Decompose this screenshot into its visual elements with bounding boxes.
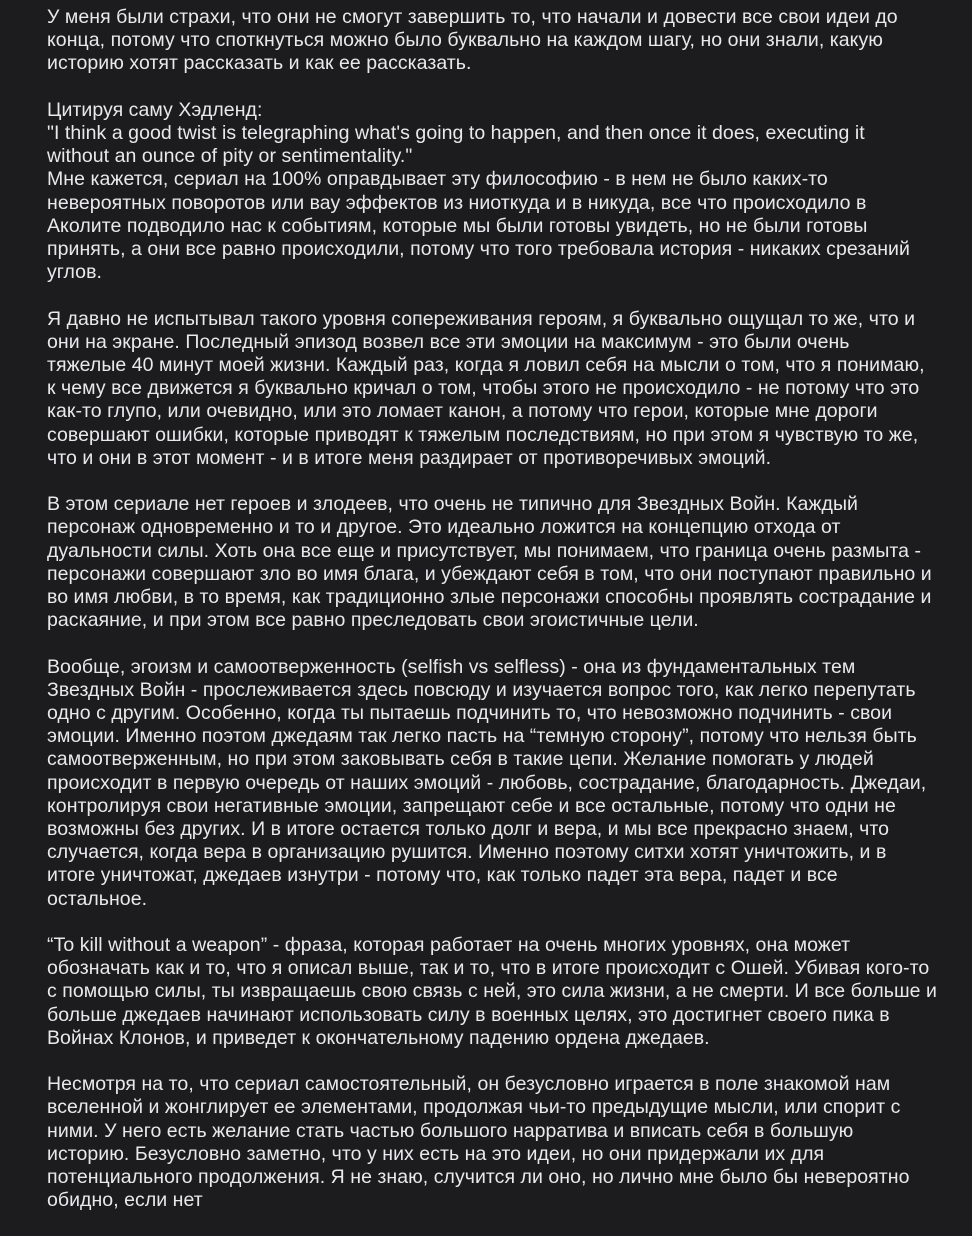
text-line: Я давно не испытывал такого уровня сопереживания героям, я буквально ощущал то же, что и [47, 307, 916, 330]
text-line: персонаж одновременно и то и другое. Это идеально ложится на концепцию отхода от [47, 516, 841, 539]
text-line: “To kill without a weapon” - фраза, которая работает на очень многих уровнях, она может [47, 934, 851, 957]
text-line: Войнах Клонов, и приведет к окончательному падению ордена джедаев. [47, 1026, 710, 1049]
text-line: конца, потому что споткнуться можно было буквально на каждом шагу, но они знали, какую [47, 29, 883, 52]
text-line: обозначать как и то, что я описал выше, так и то, что в итоге происходит с Ошей. Убивая кого-то [47, 957, 930, 980]
text-line: историю хотят рассказать и как ее рассказать. [47, 52, 472, 75]
text-line: раскаяние, и при этом все равно преследовать свои эгоистичные цели. [47, 609, 699, 632]
text-line: Цитируя саму Хэдленд: [47, 98, 263, 121]
text-line: итоге уничтожат, джедаев изнутри - потому что, как только падет эта вера, падет и все [47, 864, 838, 887]
text-line: во имя любви, в то время, как традиционно злые персонажи способны проявлять сострадание и [47, 586, 932, 609]
paragraph-quote [47, 99, 947, 285]
text-line: случается, когда вера в организацию рушится. Именно поэтому ситхи хотят уничтожить, и в [47, 841, 887, 864]
text-line: обидно, если нет [47, 1189, 203, 1212]
paragraph-fears [47, 6, 947, 76]
text-line: персонажи совершают зло во имя блага, и убеждают себя в том, что они поступают правильно и [47, 562, 932, 585]
text-line: к чему все движется я буквально кричал о том, чтобы этого не происходило - не потому что это [47, 377, 920, 400]
text-line: самоотверженным, но при этом заковывать себя в такие цепи. Желание помогать у людей [47, 748, 874, 771]
paragraph-heroes-villains [47, 493, 947, 632]
text-line: тяжелые 40 минут моей жизни. Каждый раз, когда я ловил себя на мысли о том, что я понимаю, [47, 354, 925, 377]
text-line: углов. [47, 261, 102, 284]
text-line: Звездных Войн - прослеживается здесь повсюду и изучается вопрос того, как легко перепутать [47, 678, 916, 701]
paragraph-selfish-selfless [47, 656, 947, 911]
text-line: контролируя свои негативные эмоции, запрещают себе и все остальные, потому что одни не [47, 794, 896, 817]
text-line: что и они в этот момент - и в итоге меня раздирает от противоречивых эмоций. [47, 446, 772, 469]
text-line: возможны без других. И в итоге остается только долг и вера, и мы все прекрасно знаем, что [47, 818, 890, 841]
text-line: Аколите подводило нас к событиям, которые мы были готовы увидеть, но не были готовы [47, 214, 868, 237]
text-line: Мне кажется, сериал на 100% оправдывает эту философию - в нем не было каких-то [47, 168, 828, 191]
paragraph-kill-without-weapon [47, 934, 947, 1050]
text-line: эмоции. Именно поэтом джедаям так легко пасть на “темную сторону”, потому что нельзя быть [47, 725, 917, 748]
text-line: одно с другим. Особенно, когда ты пытаешь подчинить то, что невозможно подчинить - свои [47, 702, 893, 725]
text-line: Несмотря на то, что сериал самостоятельный, он безусловно играется в поле знакомой нам [47, 1073, 891, 1096]
text-line: У меня были страхи, что они не смогут завершить то, что начали и довести все свои идеи до [47, 6, 898, 28]
quote-line: without an ounce of pity or sentimentality." [47, 145, 413, 168]
text-line: историю. Безусловно заметно, что у них есть на это идеи, но они придержали их для [47, 1142, 825, 1165]
quote-line: "I think a good twist is telegraphing what's going to happen, and then once it does, executing it [47, 122, 865, 144]
text-line: остальное. [47, 887, 148, 910]
text-line: Вообще, эгоизм и самоотверженность (selfish vs selfless) - она из фундаментальных тем [47, 655, 856, 678]
paragraph-empathy [47, 308, 947, 470]
text-line: как-то глупо, или очевидно, или это ломает канон, а потому что герои, которые мне дороги [47, 400, 878, 423]
text-line: невероятных поворотов или вау эффектов из ниоткуда и в никуда, все что происходило в [47, 191, 867, 214]
text-line: больше джедаев начинают использовать силу в военных целях, это достигнет своего пика в [47, 1003, 890, 1026]
text-line: принять, а они все равно происходили, потому что того требовала история - никаких срезаний [47, 238, 910, 261]
text-line: дуальности силы. Хоть она все еще и присутствует, мы понимаем, что граница очень размыта - [47, 539, 922, 562]
paragraph-standalone-series [47, 1073, 947, 1212]
text-line: с помощью силы, ты извращаешь свою связь с ней, это сила жизни, а не смерти. И все больше и [47, 980, 937, 1003]
text-line: они на экране. Последный эпизод возвел все эти эмоции на максимум - это были очень [47, 330, 850, 353]
text-line: ними. У него есть желание стать частью большого нарратива и вписать себя в большую [47, 1119, 854, 1142]
text-line: вселенной и жонглирует ее элементами, продолжая чьи-то предыдущие мысли, или спорит с [47, 1096, 901, 1119]
text-line: совершают ошибки, которые приводят к тяжелым последствиям, но при этом я чувствую то же, [47, 423, 919, 446]
text-line: происходит в первую очередь от наших эмоций - любовь, сострадание, благодарность. Джедаи, [47, 771, 927, 794]
text-line: В этом сериале нет героев и злодеев, что очень не типично для Звездных Войн. Каждый [47, 493, 858, 516]
article-body [47, 6, 947, 1236]
text-line: потенциального продолжения. Я не знаю, случится ли оно, но лично мне было бы невероятно [47, 1166, 910, 1189]
